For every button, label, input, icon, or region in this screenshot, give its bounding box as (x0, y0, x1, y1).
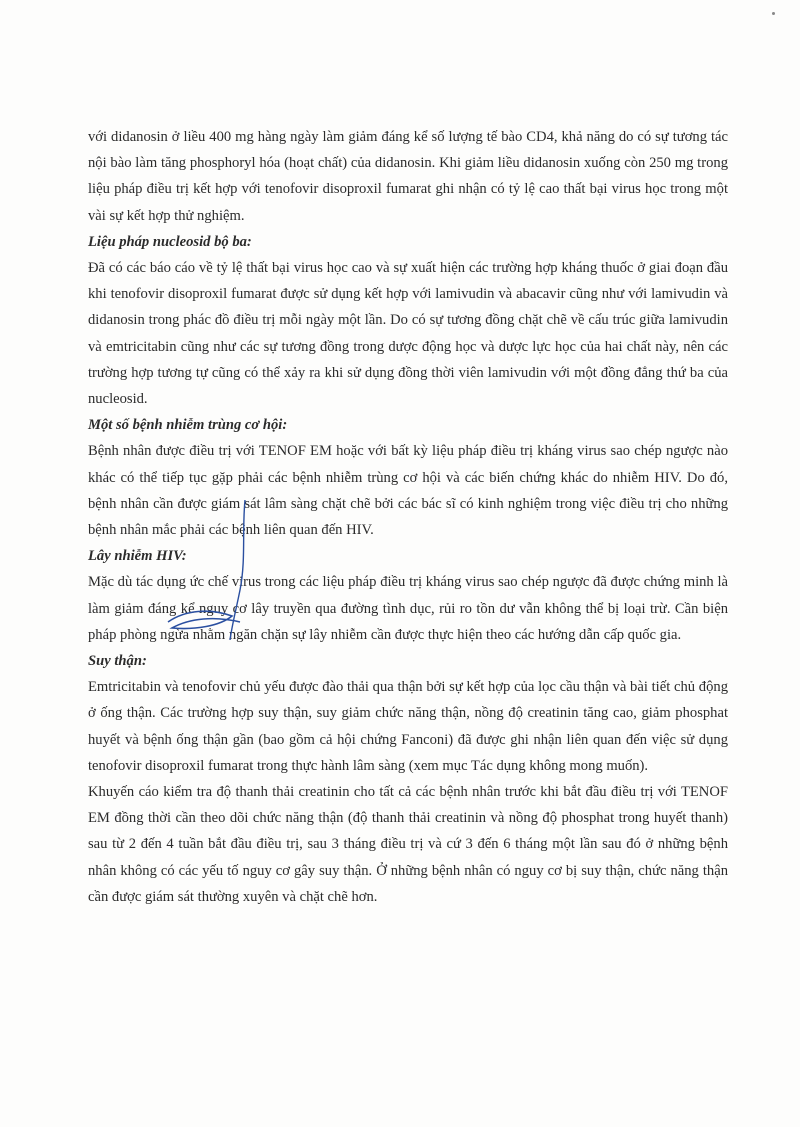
paragraph-renal-monitoring: Khuyến cáo kiểm tra độ thanh thải creatinin cho tất cả các bệnh nhân trước khi bắt đầu điều trị với TENOF EM đồng thời cần theo dõi chức năng thận (độ thanh thải creatinin và nồng độ phosphat trong huyết thanh) sau từ 2 đến 4 tuần bắt đầu điều trị, sau 3 tháng điều trị và cứ 3 đến 6 tháng một lần sau đó ở những bệnh nhân không có các yếu tố nguy cơ gây suy thận. Ở những bệnh nhân có nguy cơ bị suy thận, chức năng thận cần được giám sát thường xuyên và chặt chẽ hơn. (88, 784, 728, 905)
heading-renal-impairment: Suy thận: (88, 653, 147, 670)
paragraph-didanosin: với didanosin ở liều 400 mg hàng ngày làm giảm đáng kể số lượng tế bào CD4, khả năng do có sự tương tác nội bào làm tăng phosphoryl hóa (hoạt chất) của didanosin. Khi giảm liều didanosin xuống còn 250 mg trong liệu pháp điều trị kết hợp với tenofovir disoproxil fumarat ghi nhận có tỷ lệ cao thất bại virus học trong một vài sự kết hợp thử nghiệm. (88, 129, 728, 224)
paragraph-opportunistic-infections: Bệnh nhân được điều trị với TENOF EM hoặc với bất kỳ liệu pháp điều trị kháng virus sao chép ngược nào khác có thể tiếp tục gặp phải các bệnh nhiễm trùng cơ hội và các biến chứng khác do nhiễm HIV. Do đó, bệnh nhân cần được giám sát lâm sàng chặt chẽ bởi các bác sĩ có kinh nghiệm trong việc điều trị cho những bệnh nhân mắc phải các bệnh liên quan đến HIV. (88, 443, 728, 539)
scan-speck (772, 12, 775, 15)
heading-opportunistic-infections: Một số bệnh nhiễm trùng cơ hội: (88, 417, 288, 434)
paragraph-renal-elimination: Emtricitabin và tenofovir chủ yếu được đào thải qua thận bởi sự kết hợp của lọc cầu thận và bài tiết chủ động ở ống thận. Các trường hợp suy thận, suy giảm chức năng thận, nồng độ creatinin tăng cao, giảm phosphat huyết và bệnh ống thận gần (bao gồm cả hội chứng Fanconi) đã được ghi nhận liên quan đến việc sử dụng tenofovir disoproxil fumarat trong thực hành lâm sàng (xem mục Tác dụng không mong muốn). (88, 679, 728, 774)
paragraph-triple-nucleosid: Đã có các báo cáo về tỷ lệ thất bại virus học cao và sự xuất hiện các trường hợp kháng thuốc ở giai đoạn đầu khi tenofovir disoproxil fumarat được sử dụng kết hợp với lamivudin và abacavir cũng như với lamivudin và didanosin trong phác đồ điều trị mỗi ngày một lần. Do có sự tương đồng chặt chẽ về cấu trúc giữa lamivudin và emtricitabin cũng như các sự tương đồng trong dược động học và dược lực học của hai chất này, nên các trường hợp tương tự cũng có thể xảy ra khi sử dụng đồng thời viên lamivudin với một đồng đẳng thứ ba của nucleosid. (88, 260, 728, 408)
paragraph-hiv-transmission: Mặc dù tác dụng ức chế virus trong các liệu pháp điều trị kháng virus sao chép ngược đã được chứng minh là làm giảm đáng kể nguy cơ lây truyền qua đường tình dục, rủi ro tồn dư vẫn không thể bị loại trừ. Cần biện pháp phòng ngừa nhằm ngăn chặn sự lây nhiễm cần được thực hiện theo các hướng dẫn cấp quốc gia. (88, 574, 728, 643)
heading-triple-nucleosid: Liệu pháp nucleosid bộ ba: (88, 233, 252, 250)
heading-hiv-transmission: Lây nhiễm HIV: (88, 548, 187, 565)
document-body (88, 124, 728, 910)
